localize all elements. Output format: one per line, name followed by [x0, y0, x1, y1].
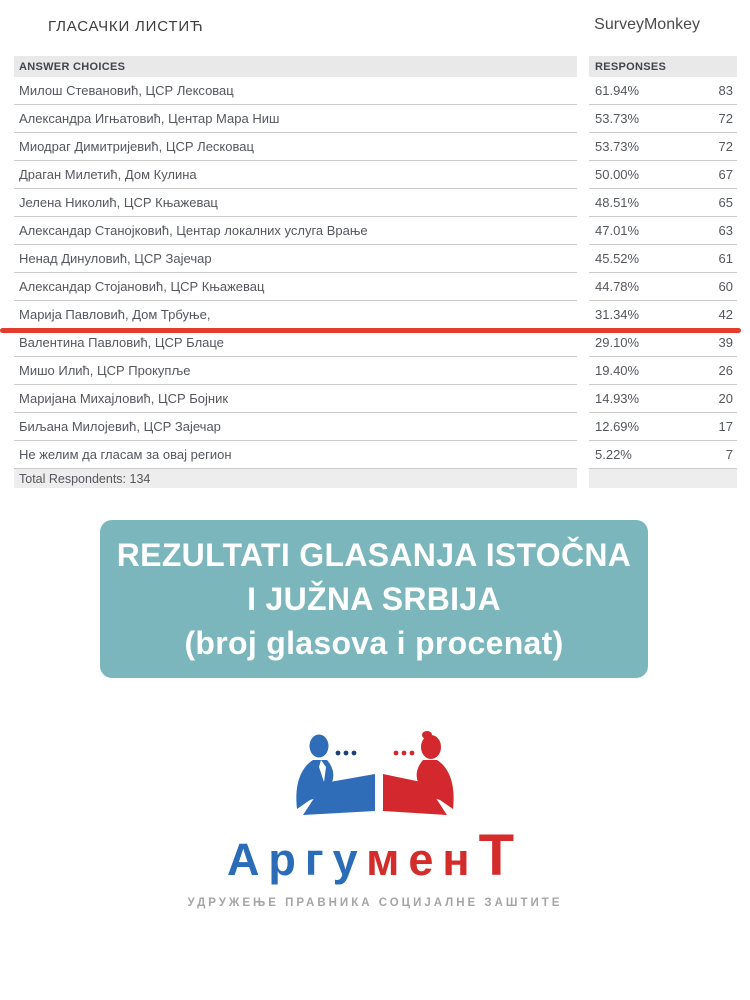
answer-cell: Не желим да гласам за овај регион — [14, 441, 577, 469]
response-count: 26 — [718, 363, 733, 378]
wordmark-blue-part: Аргу — [226, 834, 367, 885]
answer-cell: Јелена Николић, ЦСР Књажевац — [14, 189, 577, 217]
response-percent: 29.10% — [595, 335, 640, 350]
column-gap — [577, 161, 589, 189]
column-gap — [577, 413, 589, 441]
column-gap — [577, 385, 589, 413]
surveymonkey-brand: SurveyMonkey — [594, 16, 700, 33]
response-count: 60 — [718, 279, 733, 294]
responses-cell — [589, 105, 737, 133]
answer-cell: Ненад Динуловић, ЦСР Зајечар — [14, 245, 577, 273]
table-header-row — [14, 56, 737, 77]
table-row — [14, 105, 737, 133]
answer-cell: Биљана Милојевић, ЦСР Зајечар — [14, 413, 577, 441]
response-percent: 48.51% — [595, 195, 640, 210]
table-row — [14, 413, 737, 441]
table-row — [14, 273, 737, 301]
speech-dots-right — [394, 751, 415, 756]
response-count: 67 — [718, 167, 733, 182]
table-row — [14, 245, 737, 273]
answer-cell: Марија Павловић, Дом Трбуње, — [14, 301, 577, 329]
survey-results-table — [14, 56, 737, 488]
column-gap — [577, 441, 589, 469]
answer-cell: Драган Милетић, Дом Кулина — [14, 161, 577, 189]
response-count: 42 — [718, 307, 733, 322]
answer-cell: Александар Станојковић, Центар локалних услуга Врање — [14, 217, 577, 245]
answer-cell: Милош Стевановић, ЦСР Лексовац — [14, 77, 577, 105]
total-row — [14, 469, 737, 488]
total-row-responses-cell — [589, 469, 737, 488]
table-row — [14, 441, 737, 469]
logo-illustration — [280, 730, 470, 818]
response-count: 63 — [718, 223, 733, 238]
banner-line-1: REZULTATI GLASANJA ISTOČNA — [116, 537, 632, 573]
response-count: 7 — [725, 447, 733, 462]
responses-cell — [589, 329, 737, 357]
answer-cell: Александар Стојановић, ЦСР Књажевац — [14, 273, 577, 301]
wordmark-red-part: мен — [366, 834, 479, 885]
answer-choices-header: ANSWER CHOICES — [14, 56, 577, 77]
response-percent: 53.73% — [595, 139, 640, 154]
blue-speaker-figure — [296, 735, 375, 816]
responses-cell — [589, 189, 737, 217]
logo-wordmark — [0, 823, 750, 888]
total-respondents-label: Total Respondents: 134 — [14, 469, 577, 488]
logo-tagline: УДРУЖЕЊЕ ПРАВНИКА СОЦИЈАЛНЕ ЗАШТИТЕ — [187, 897, 563, 909]
column-gap — [577, 217, 589, 245]
column-gap — [577, 357, 589, 385]
red-speaker-figure — [383, 731, 454, 815]
responses-cell — [589, 273, 737, 301]
column-gap — [577, 77, 589, 105]
response-count: 20 — [718, 391, 733, 406]
responses-cell — [589, 441, 737, 469]
speech-dots-left — [336, 751, 357, 756]
table-body — [14, 77, 737, 469]
response-percent: 12.69% — [595, 419, 640, 434]
table-row — [14, 133, 737, 161]
response-count: 65 — [718, 195, 733, 210]
column-gap — [577, 245, 589, 273]
response-count: 61 — [718, 251, 733, 266]
table-row — [14, 189, 737, 217]
response-percent: 44.78% — [595, 279, 640, 294]
answer-cell: Валентина Павловић, ЦСР Блаце — [14, 329, 577, 357]
responses-cell — [589, 245, 737, 273]
responses-header: RESPONSES — [589, 56, 737, 77]
response-percent: 19.40% — [595, 363, 640, 378]
response-percent: 5.22% — [595, 447, 632, 462]
column-gap — [577, 133, 589, 161]
answer-cell: Мишо Илић, ЦСР Прокупље — [14, 357, 577, 385]
answer-cell: Маријана Михајловић, ЦСР Бојник — [14, 385, 577, 413]
banner-line-3: (broj glasova i procenat) — [184, 625, 564, 661]
response-count: 17 — [718, 419, 733, 434]
banner-line-2: I JUŽNA SRBIJA — [247, 581, 501, 617]
response-percent: 14.93% — [595, 391, 640, 406]
column-gap — [577, 105, 589, 133]
responses-cell — [589, 413, 737, 441]
response-percent: 61.94% — [595, 83, 640, 98]
response-percent: 50.00% — [595, 167, 640, 182]
responses-cell — [589, 133, 737, 161]
column-gap — [577, 329, 589, 357]
response-percent: 45.52% — [595, 251, 640, 266]
responses-cell — [589, 301, 737, 329]
responses-cell — [589, 357, 737, 385]
response-count: 39 — [718, 335, 733, 350]
response-percent: 31.34% — [595, 307, 640, 322]
response-count: 83 — [718, 83, 733, 98]
table-row — [14, 357, 737, 385]
table-row — [14, 77, 737, 105]
column-gap — [577, 189, 589, 217]
column-gap — [577, 469, 589, 488]
response-percent: 53.73% — [595, 111, 640, 126]
results-banner — [100, 520, 648, 678]
response-percent: 47.01% — [595, 223, 640, 238]
table-row — [14, 161, 737, 189]
answer-cell: Миодраг Димитријевић, ЦСР Лесковац — [14, 133, 577, 161]
page-title: ГЛАСАЧКИ ЛИСТИЋ — [48, 18, 204, 35]
response-count: 72 — [718, 111, 733, 126]
wordmark-capital-t: Т — [478, 823, 524, 888]
responses-cell — [589, 385, 737, 413]
responses-cell — [589, 217, 737, 245]
column-gap — [577, 56, 589, 77]
table-row — [14, 301, 737, 329]
argument-logo — [0, 730, 750, 909]
column-gap — [577, 301, 589, 329]
answer-cell: Александра Игњатовић, Центар Мара Ниш — [14, 105, 577, 133]
column-gap — [577, 273, 589, 301]
responses-cell — [589, 161, 737, 189]
table-row — [14, 217, 737, 245]
table-row — [14, 329, 737, 357]
table-row — [14, 385, 737, 413]
response-count: 72 — [718, 139, 733, 154]
responses-cell — [589, 77, 737, 105]
